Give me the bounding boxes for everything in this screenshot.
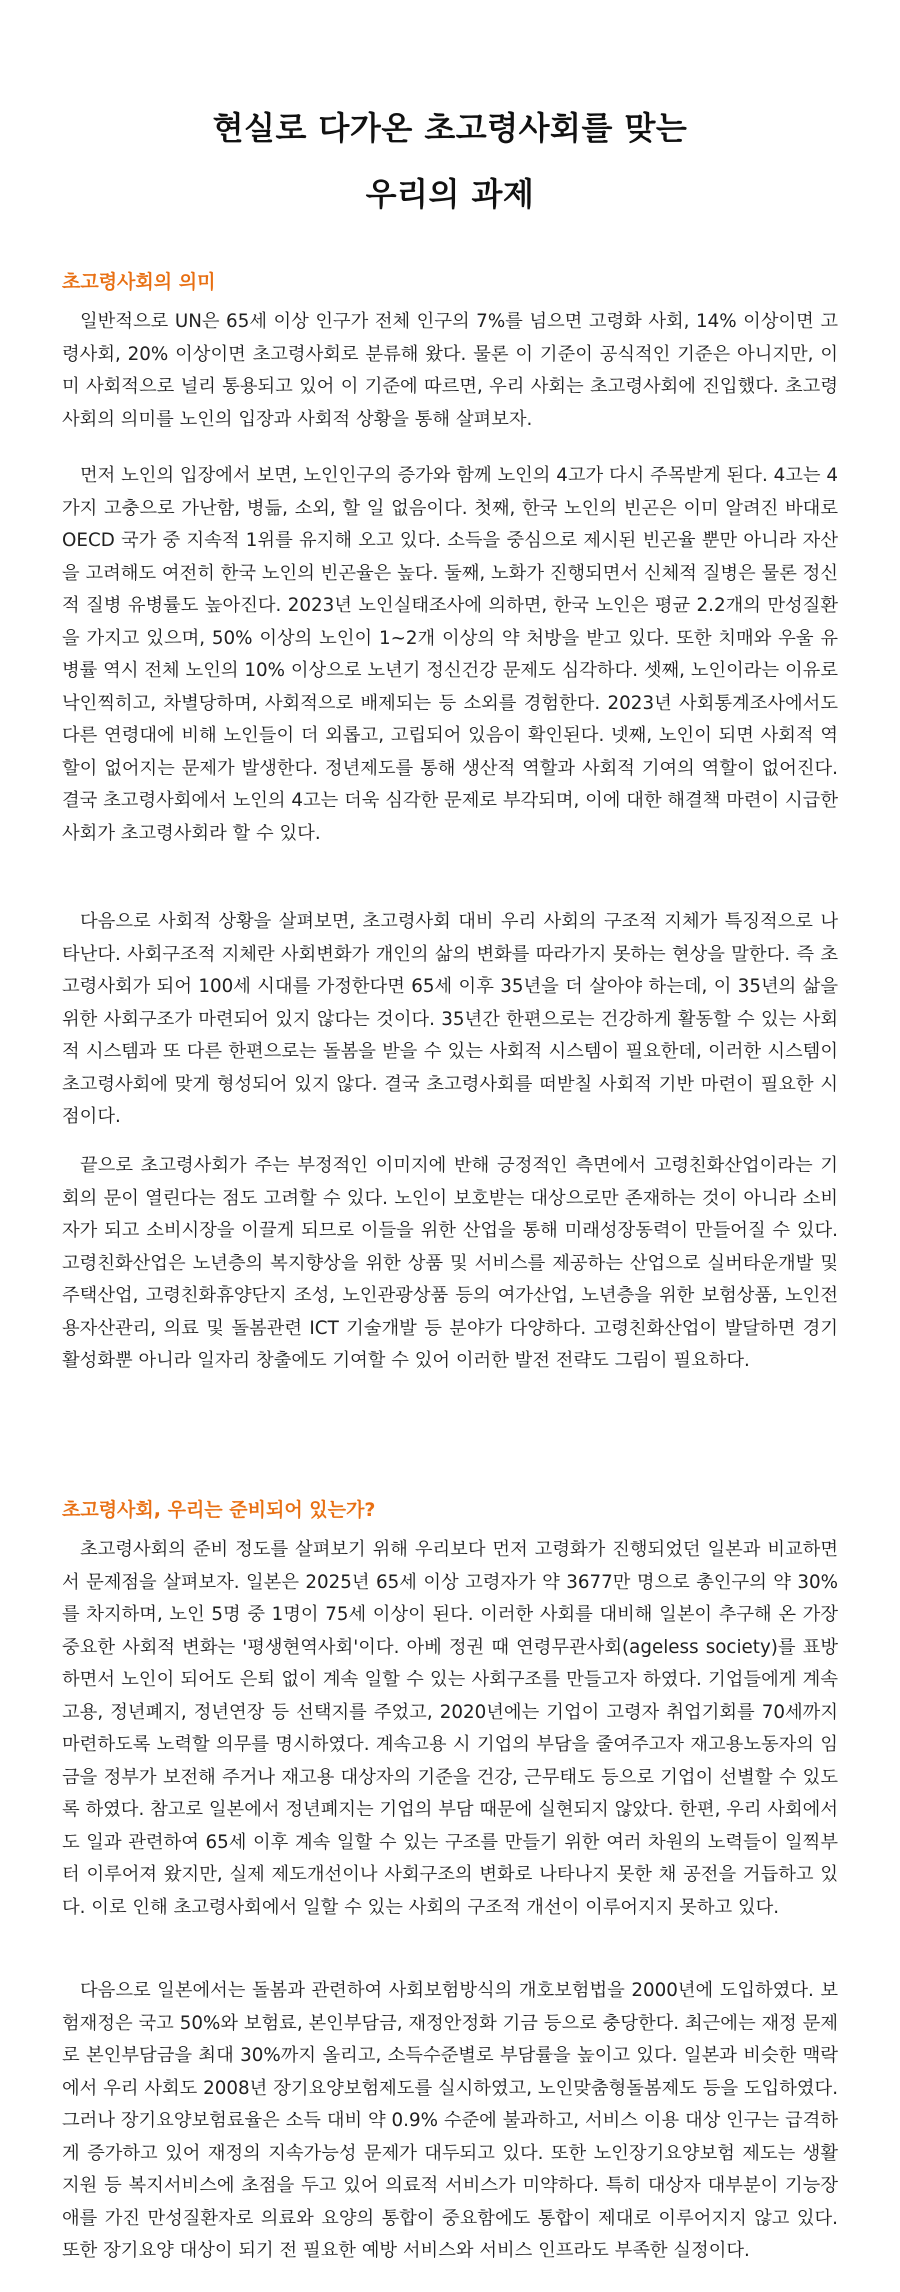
paragraph-social-situation: 다음으로 사회적 상황을 살펴보면, 초고령사회 대비 우리 사회의 구조적 지체가 특징적으로 나타난다. 사회구조적 지체란 사회변화가 개인의 삶의 변화를 따라가지 못하는 현상을 말한다. 즉 초고령사회가 되어 100세 시대를 가정한다면 65세 이후 35년을 더 살아야 하는데, 이 35년의 삶을 위한 사회구조가 마련되어 있지 않다는 것이다. 35년간 한편으로는 건강하게 활동할 수 있는 사회적 시스템과 또 다른 한편으로는 돌봄을 받을 수 있는 사회적 시스템이 필요한데, 이러한 시스템이 초고령사회에 맞게 형성되어 있지 않다. 결국 초고령사회를 떠받칠 사회적 기반 마련이 필요한 시점이다. [62,911,838,1127]
section-heading-preparedness: 초고령사회, 우리는 준비되어 있는가? [62,1499,376,1521]
article-title-line-2: 우리의 과제 [365,175,535,213]
paragraph-care-insurance: 다음으로 일본에서는 돌봄과 관련하여 사회보험방식의 개호보험법을 2000년에 도입하였다. 보험재정은 국고 50%와 보험료, 본인부담금, 재정안정화 기금 등으로 충당한다. 최근에는 재정 문제로 본인부담금을 최대 30%까지 올리고, 소득수준별로 부담률을 높이고 있다. 일본과 비슷한 맥락에서 우리 사회도 2008년 장기요양보험제도를 실시하였고, 노인맞춤형돌봄제도 등을 도입하였다. 그러나 장기요양보험료율은 소득 대비 약 0.9% 수준에 불과하고, 서비스 이용 대상 인구는 급격하게 증가하고 있어 재정의 지속가능성 문제가 대두되고 있다. 또한 노인장기요양보험 제도는 생활지원 등 복지서비스에 초점을 두고 있어 의료적 서비스가 미약하다. 특히 대상자 대부분이 기능장애를 가진 만성질환자로 의료와 요양의 통합이 중요함에도 통합이 제대로 이루어지지 않고 있다. 또한 장기요양 대상이 되기 전 필요한 예방 서비스와 서비스 인프라도 부족한 실정이다. [62,1980,838,2261]
paragraph-japan-comparison: 초고령사회의 준비 정도를 살펴보기 위해 우리보다 먼저 고령화가 진행되었던 일본과 비교하면서 문제점을 살펴보자. 일본은 2025년 65세 이상 고령자가 약 3677만 명으로 총인구의 약 30%를 차지하며, 노인 5명 중 1명이 75세 이상이 된다. 이러한 사회를 대비해 일본이 추구해 온 가장 중요한 사회적 변화는 '평생현역사회'이다. 아베 정권 때 연령무관사회(ageless society)를 표방하면서 노인이 되어도 은퇴 없이 계속 일할 수 있는 사회구조를 만들고자 하였다. 기업들에게 계속고용, 정년폐지, 정년연장 등 선택지를 주었고, 2020년에는 기업이 고령자 취업기회를 70세까지 마련하도록 노력할 의무를 명시하였다. 계속고용 시 기업의 부담을 줄여주고자 재고용노동자의 임금을 정부가 보전해 주거나 재고용 대상자의 기준을 건강, 근무태도 등으로 기업이 선별할 수 있도록 하였다. 참고로 일본에서 정년폐지는 기업의 부담 때문에 실현되지 않았다. 한편, 우리 사회에서도 일과 관련하여 65세 이후 계속 일할 수 있는 구조를 만들기 위한 여러 차원의 노력들이 일찍부터 이루어져 왔지만, 실제 제도개선이나 사회구조의 변화로 나타나지 못한 채 공전을 거듭하고 있다. 이로 인해 초고령사회에서 일할 수 있는 사회의 구조적 개선이 이루어지지 못하고 있다. [62,1539,838,1918]
paragraph-elderly-perspective: 먼저 노인의 입장에서 보면, 노인인구의 증가와 함께 노인의 4고가 다시 주목받게 된다. 4고는 4가지 고충으로 가난함, 병듦, 소외, 할 일 없음이다. 첫째, 한국 노인의 빈곤은 이미 알려진 바대로 OECD 국가 중 지속적 1위를 유지해 오고 있다. 소득을 중심으로 제시된 빈곤율 뿐만 아니라 자산을 고려해도 여전히 한국 노인의 빈곤율은 높다. 둘째, 노화가 진행되면서 신체적 질병은 물론 정신적 질병 유병률도 높아진다. 2023년 노인실태조사에 의하면, 한국 노인은 평균 2.2개의 만성질환을 가지고 있으며, 50% 이상의 노인이 1~2개 이상의 약 처방을 받고 있다. 또한 치매와 우울 유병률 역시 전체 노인의 10% 이상으로 노년기 정신건강 문제도 심각하다. 셋째, 노인이라는 이유로 낙인찍히고, 차별당하며, 사회적으로 배제되는 등 소외를 경험한다. 2023년 사회통계조사에서도 다른 연령대에 비해 노인들이 더 외롭고, 고립되어 있음이 확인된다. 넷째, 노인이 되면 사회적 역할이 없어지는 문제가 발생한다. 정년제도를 통해 생산적 역할과 사회적 기여의 역할이 없어진다. 결국 초고령사회에서 노인의 4고는 더욱 심각한 문제로 부각되며, 이에 대한 해결책 마련이 시급한 사회가 초고령사회라 할 수 있다. [62,465,838,844]
section-heading-meaning: 초고령사회의 의미 [62,271,216,293]
paragraph-meaning-intro: 일반적으로 UN은 65세 이상 인구가 전체 인구의 7%를 넘으면 고령화 사회, 14% 이상이면 고령사회, 20% 이상이면 초고령사회로 분류해 왔다. 물론 이 기준이 공식적인 기준은 아니지만, 이미 사회적으로 널리 통용되고 있어 이 기준에 따르면, 우리 사회는 초고령사회에 진입했다. 초고령사회의 의미를 노인의 입장과 사회적 상황을 통해 살펴보자. [62,311,838,430]
article-title-line-1: 현실로 다가온 초고령사회를 맞는 [212,109,688,147]
paragraph-aging-industry: 끝으로 초고령사회가 주는 부정적인 이미지에 반해 긍정적인 측면에서 고령친화산업이라는 기회의 문이 열린다는 점도 고려할 수 있다. 노인이 보호받는 대상으로만 존재하는 것이 아니라 소비자가 되고 소비시장을 이끌게 되므로 이들을 위한 산업을 통해 미래성장동력이 만들어질 수 있다. 고령친화산업은 노년층의 복지향상을 위한 상품 및 서비스를 제공하는 산업으로 실버타운개발 및 주택산업, 고령친화휴양단지 조성, 노인관광상품 등의 여가산업, 노년층을 위한 보험상품, 노인전용자산관리, 의료 및 돌봄관련 ICT 기술개발 등 분야가 다양하다. 고령친화산업이 발달하면 경기 활성화뿐 아니라 일자리 창출에도 기여할 수 있어 이러한 발전 전략도 그림이 필요하다. [62,1155,838,1371]
